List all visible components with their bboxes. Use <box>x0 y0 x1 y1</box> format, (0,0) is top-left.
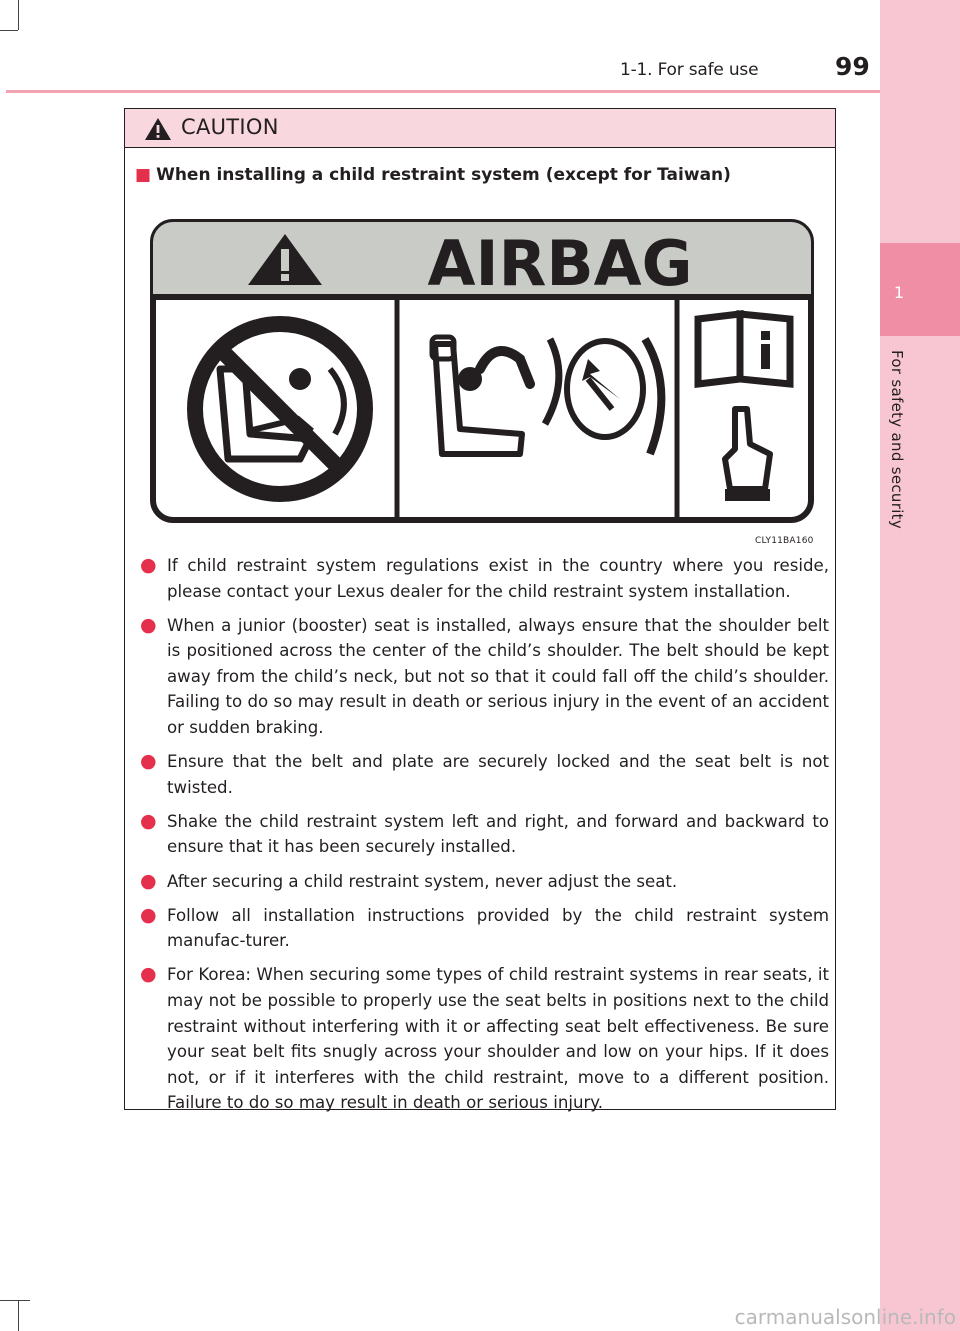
list-item: ● Ensure that the belt and plate are securely locked and the seat belt is not twisted. <box>140 750 829 797</box>
airbag-warning-label <box>150 219 814 523</box>
subheading-text: When installing a child restraint system (except for Taiwan) <box>156 165 731 185</box>
crop-mark <box>0 30 18 31</box>
subheading <box>135 165 731 185</box>
crop-mark <box>18 1300 19 1331</box>
bullet-dot-icon: ● <box>140 903 157 926</box>
bullet-list <box>135 553 829 1124</box>
crop-mark <box>0 1300 30 1301</box>
list-item: ● After securing a child restraint system, never adjust the seat. <box>135 869 829 895</box>
side-strip <box>880 0 960 1331</box>
page-number: 99 <box>835 52 870 81</box>
caution-header <box>125 109 835 148</box>
list-item: ● Shake the child restraint system left and right, and forward and backward to ensure that it has been securely installed. <box>140 809 829 857</box>
square-bullet-icon: ■ <box>135 165 152 185</box>
list-item: ● For Korea: When securing some types of child restraint systems in rear seats, it may not be possible to properly use the seat belts in positions next to the child restraint without interfering with it or affecting seat belt effectiveness. Be sure your seat belt fits snugly across your shoulder and low on your hips. If it does not, or if it interferes with the child restraint, move to a different position. Failure to do so may result in death or serious injury. <box>140 963 829 1113</box>
warning-triangle-icon <box>143 116 173 142</box>
list-item: ● If child restraint system regulations exist in the country where you reside, please contact your Lexus dealer for the child restraint system installation. <box>140 554 829 601</box>
chapter-tab[interactable] <box>880 243 960 336</box>
watermark: carmanualsonline.info <box>734 1305 956 1329</box>
list-item: ● When a junior (booster) seat is installed, always ensure that the shoulder belt is positioned across the center of the child’s shoulder. The belt should be kept away from the child’s neck, but not so that it could fall off the child’s shoulder. Failing to do so may result in death or serious injury in the event of an accident or sudden braking. <box>140 613 829 738</box>
bullet-dot-icon: ● <box>140 750 157 773</box>
bullet-dot-icon: ● <box>140 554 157 576</box>
bullet-dot-icon: ● <box>140 613 157 636</box>
caution-box <box>124 108 836 1113</box>
airbag-label-text: AIRBAG <box>427 227 693 300</box>
chapter-number: 1 <box>893 283 905 302</box>
section-title: 1-1. For safe use <box>620 60 759 80</box>
list-item: ● Follow all installation instructions provided by the child restraint system manufac-turer. <box>140 903 829 951</box>
caution-title: CAUTION <box>181 115 279 139</box>
chapter-label: For safety and security <box>888 350 906 530</box>
bullet-dot-icon: ● <box>140 809 157 832</box>
figure-code: CLY11BA160 <box>755 536 814 546</box>
crop-mark <box>18 0 19 30</box>
header-rule <box>6 90 880 93</box>
bullet-dot-icon: ● <box>140 963 157 986</box>
bullet-dot-icon: ● <box>140 869 157 892</box>
